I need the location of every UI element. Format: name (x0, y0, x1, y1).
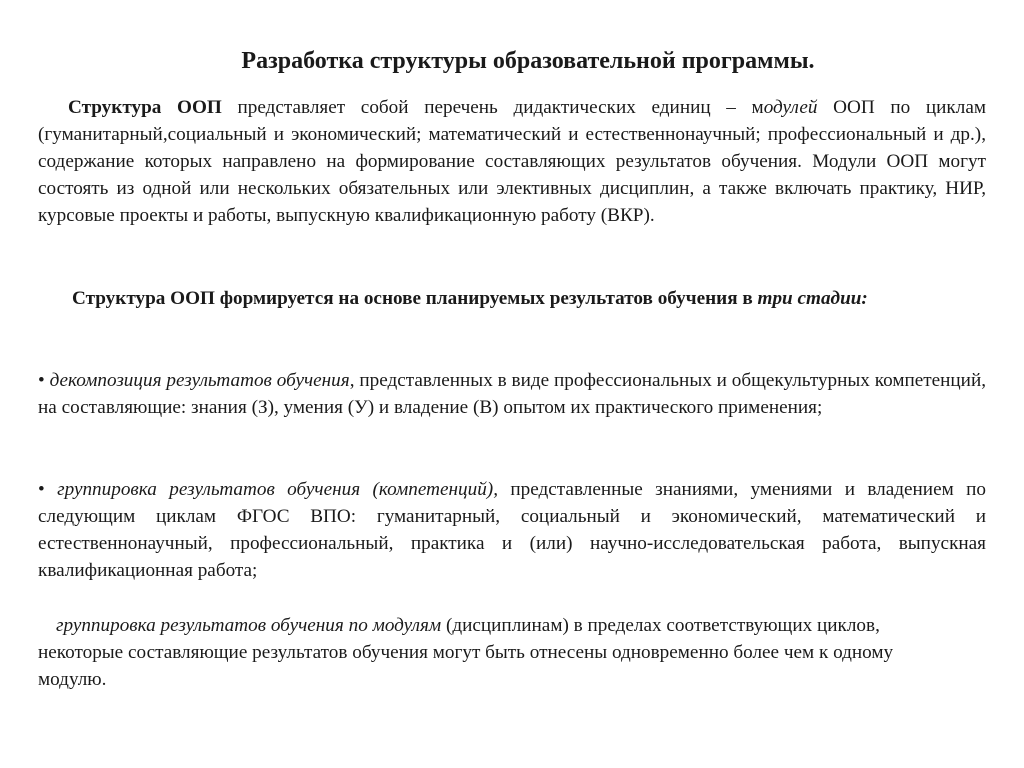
bullet-marker: • (38, 370, 45, 391)
bullet-text: , представленных в виде профессиональных и общекультурных компетенций, на составляющие: знания (З), умения (У) и владение (В) опытом их практического применения; (38, 370, 987, 418)
stages-lead-italic: три стадии: (757, 288, 868, 309)
modules-text: (дисциплинам) в пределах соответствующих циклов, некоторые составляющие результатов обучения могут быть отнесены одновременно более чем к одному модулю. (38, 615, 894, 690)
bullet-text: представленные знаниями, умениями и владением по следующим циклам ФГОС ВПО: гуманитарный, социальный и экономический, математический и естественнонаучный, профессиональный, практика и (или) научно-исследовательская работа, выпускная квалификационная работа; (38, 479, 986, 581)
paragraph-lead-bold: Структура ООП (68, 97, 222, 118)
paragraph-grouping-modules (38, 612, 958, 693)
paragraph-three-stages (38, 285, 986, 312)
bullet-decomposition (38, 367, 986, 421)
bullet-italic: декомпозиция результатов обучения (49, 370, 350, 391)
stages-lead-bold: Структура ООП формируется на основе планируемых результатов обучения в (72, 288, 758, 309)
bullet-marker: • (38, 479, 45, 500)
paragraph-italic: одулей (763, 97, 818, 118)
bullet-italic: группировка результатов обучения (компетенций), (57, 479, 498, 500)
bullet-grouping-competencies (38, 476, 986, 584)
slide-title: Разработка структуры образовательной программы. (241, 48, 815, 74)
modules-italic: группировка результатов обучения по модулям (56, 615, 442, 636)
paragraph-text: ООП по циклам (гуманитарный,социальный и экономический; математический и естественнонаучный; профессиональный и др.), содержание которых направлено на формирование составляющих результатов обучения. Модули ООП могут состоять из одной или нескольких обязательных или элективных дисциплин, а также включать практику, НИР, курсовые проекты и работы, выпускную квалификационную работу (ВКР). (38, 97, 986, 226)
paragraph-oop-structure (38, 94, 986, 229)
paragraph-text: представляет собой перечень дидактических единиц – м (221, 97, 764, 118)
